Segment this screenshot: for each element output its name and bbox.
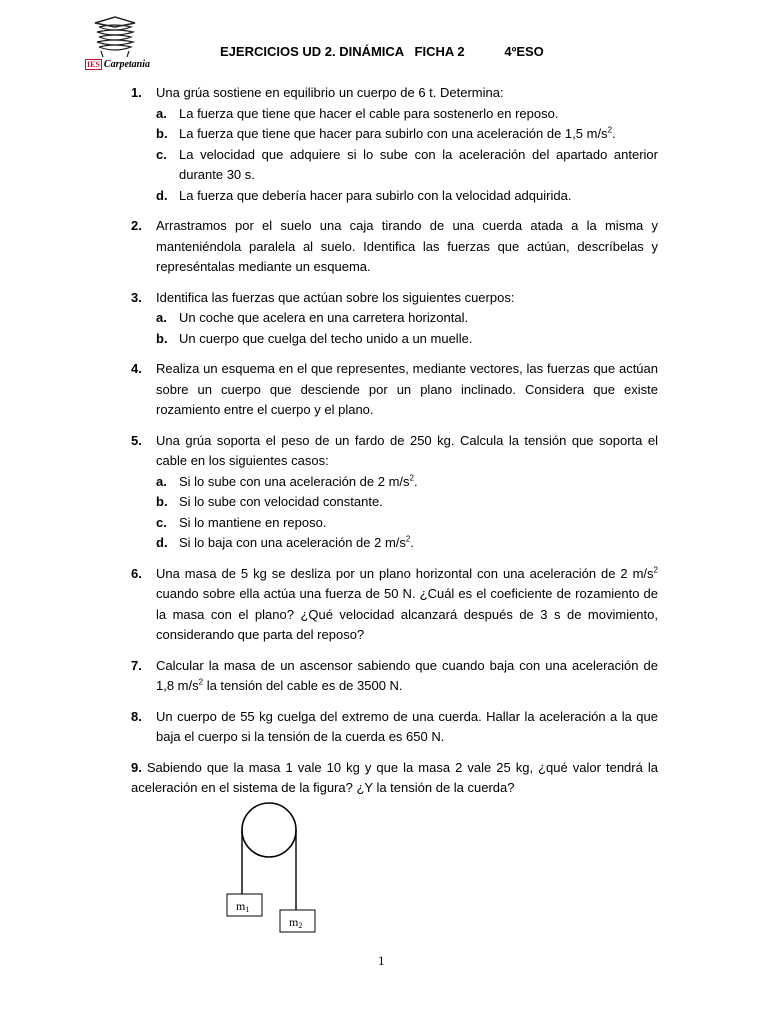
exercise-number: 3. bbox=[131, 289, 142, 305]
subitem-text bbox=[179, 492, 658, 513]
exercise-statement-continued: cuando sobre ella actúa una fuerza de 50 N. ¿Cuál es el coeficiente de rozamiento de la masa con el plano? ¿Qué velocidad alcanzará después de 3 s de movimiento, considerando que parta del reposo? bbox=[156, 586, 658, 642]
subitem-text bbox=[179, 104, 658, 125]
exercise-text bbox=[156, 83, 658, 104]
subitem-letter: d. bbox=[156, 187, 168, 203]
pulley-wheel bbox=[242, 803, 296, 857]
subitem-letter: a. bbox=[156, 105, 167, 121]
subitem-statement: La fuerza que tiene que hacer para subirlo con una aceleración de 1,5 m/s bbox=[179, 126, 608, 141]
exercise-statement: Una grúa soporta el peso de un fardo de 250 kg. Calcula la tensión que soporta el cable en los siguientes casos: bbox=[156, 432, 658, 468]
exercise-number: 1. bbox=[131, 85, 142, 100]
exercise-statement: Una masa de 5 kg se desliza por un plano horizontal con una aceleración de 2 m/s bbox=[156, 565, 654, 581]
subitem-text bbox=[179, 145, 658, 186]
page-number: 1 bbox=[378, 953, 385, 968]
exercise-statement: Una grúa sostiene en equilibrio un cuerpo de 6 t. Determina: bbox=[156, 85, 504, 100]
page-title: EJERCICIOS UD 2. DINÁMICA FICHA 2 4ºESO bbox=[220, 44, 544, 59]
exercise-8 bbox=[131, 707, 658, 748]
exercise-text bbox=[131, 758, 658, 799]
subitem-letter: a. bbox=[156, 310, 167, 325]
subitem-text bbox=[179, 472, 658, 493]
subitem-text bbox=[179, 124, 658, 145]
subitem-letter: c. bbox=[156, 514, 167, 530]
exercise-subitem bbox=[156, 472, 658, 493]
exercise-2 bbox=[131, 216, 658, 278]
mass-2-label: m2 bbox=[289, 915, 303, 930]
exercise-1 bbox=[131, 83, 658, 206]
exercise-text bbox=[156, 656, 658, 697]
exercise-statement-continued: la tensión del cable es de 3500 N. bbox=[203, 678, 403, 693]
subitem-statement: Un cuerpo que cuelga del techo unido a un muelle. bbox=[179, 330, 473, 346]
logo-ies: IES bbox=[87, 60, 100, 69]
exercise-number: 7. bbox=[131, 657, 142, 673]
subitem-statement: Si lo sube con velocidad constante. bbox=[179, 494, 383, 509]
school-logo bbox=[85, 15, 151, 75]
subitem-letter: b. bbox=[156, 330, 168, 346]
logo-name: Carpetania bbox=[103, 59, 151, 70]
subitem-letter: b. bbox=[156, 126, 168, 141]
exercise-9 bbox=[131, 758, 658, 799]
exercise-text bbox=[156, 359, 658, 421]
exercise-number: 9. bbox=[131, 759, 142, 775]
logo-caption bbox=[85, 59, 151, 70]
exercise-3 bbox=[131, 288, 658, 350]
subitem-letter: a. bbox=[156, 473, 167, 489]
exercise-subitem bbox=[156, 513, 658, 534]
subitem-statement: La velocidad que adquiere si lo sube con la aceleración del apartado anterior durante 30 s. bbox=[179, 146, 658, 182]
exercise-statement: Sabiendo que la masa 1 vale 10 kg y que la masa 2 vale 25 kg, ¿qué valor tendrá la aceleración en el sistema de la figura? ¿Y la tensión de la cuerda? bbox=[131, 759, 658, 795]
exercise-7 bbox=[131, 656, 658, 697]
subitem-letter: c. bbox=[156, 146, 167, 162]
subitem-statement: La fuerza que debería hacer para subirlo con la velocidad adquirida. bbox=[179, 187, 572, 203]
exercise-subitem bbox=[156, 492, 658, 513]
exercise-text bbox=[156, 564, 658, 646]
subitem-letter: b. bbox=[156, 494, 168, 509]
superscript: 2 bbox=[409, 473, 414, 483]
exercise-number: 6. bbox=[131, 565, 142, 581]
subitem-statement: Un coche que acelera en una carretera horizontal. bbox=[179, 310, 469, 325]
subitem-statement-end: . bbox=[410, 535, 414, 550]
subitem-statement: Si lo mantiene en reposo. bbox=[179, 514, 327, 530]
exercise-number: 5. bbox=[131, 432, 142, 448]
superscript: 2 bbox=[405, 534, 411, 544]
subitem-text bbox=[179, 513, 658, 534]
exercise-number: 8. bbox=[131, 708, 142, 724]
exercise-6 bbox=[131, 564, 658, 646]
subitem-statement: Si lo sube con una aceleración de 2 m/s bbox=[179, 473, 410, 489]
exercise-statement: Realiza un esquema en el que representes, mediante vectores, las fuerzas que actúan sobre un cuerpo que desciende por un plano inclinado. Considera que existe rozamiento entre el cuerpo y el plano. bbox=[156, 361, 658, 417]
subitem-text bbox=[179, 308, 658, 329]
exercise-statement: Identifica las fuerzas que actúan sobre los siguientes cuerpos: bbox=[156, 289, 515, 305]
exercise-text bbox=[156, 288, 658, 309]
subitem-text bbox=[179, 533, 658, 554]
exercise-text bbox=[156, 216, 658, 278]
exercise-text bbox=[156, 707, 658, 748]
superscript: 2 bbox=[653, 565, 658, 575]
exercise-number: 4. bbox=[131, 361, 142, 376]
exercise-subitem bbox=[156, 308, 658, 329]
exercise-4 bbox=[131, 359, 658, 421]
exercise-list bbox=[131, 83, 658, 809]
exercise-subitem bbox=[156, 186, 658, 207]
exercise-5 bbox=[131, 431, 658, 554]
subitem-statement: La fuerza que tiene que hacer el cable para sostenerlo en reposo. bbox=[179, 105, 559, 121]
subitem-text bbox=[179, 186, 658, 207]
exercise-subitem bbox=[156, 329, 658, 350]
mass-1-label: m1 bbox=[236, 899, 250, 914]
subitem-statement-end: . bbox=[413, 473, 418, 489]
superscript: 2 bbox=[607, 125, 613, 135]
subitem-statement-end: . bbox=[612, 126, 616, 141]
exercise-text bbox=[156, 431, 658, 472]
exercise-subitem bbox=[156, 104, 658, 125]
pulley-figure bbox=[220, 800, 330, 940]
exercise-subitem bbox=[156, 533, 658, 554]
subitem-text bbox=[179, 329, 658, 350]
book-stack-icon bbox=[85, 15, 145, 59]
exercise-statement: Arrastramos por el suelo una caja tirando de una cuerda atada a la misma y manteniéndola paralela al suelo. Identifica las fuerzas que actúan, descríbelas y represéntalas mediante un esquema. bbox=[156, 218, 658, 274]
superscript: 2 bbox=[198, 677, 204, 687]
exercise-statement: Calcular la masa de un ascensor sabiendo que cuando baja con una aceleración de 1,8 m/s bbox=[156, 657, 658, 693]
exercise-statement: Un cuerpo de 55 kg cuelga del extremo de una cuerda. Hallar la aceleración a la que baja el cuerpo si la tensión de la cuerda es 650 N. bbox=[156, 708, 658, 744]
subitem-letter: d. bbox=[156, 535, 168, 550]
exercise-subitem bbox=[156, 145, 658, 186]
exercise-subitem bbox=[156, 124, 658, 145]
exercise-number: 2. bbox=[131, 218, 142, 233]
subitem-statement: Si lo baja con una aceleración de 2 m/s bbox=[179, 535, 406, 550]
